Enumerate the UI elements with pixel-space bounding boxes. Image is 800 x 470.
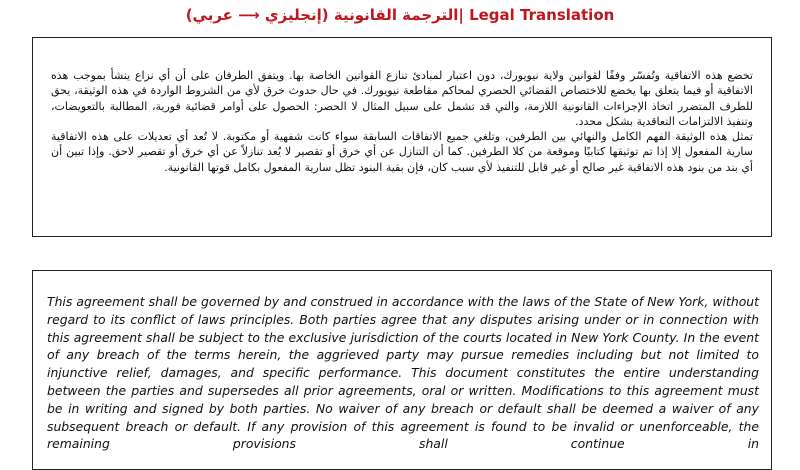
english-paragraph: This agreement shall be governed by and construed in accordance with the laws of the State of New York, without regard to its conflict of laws principles. Both parties agree that any disputes arising under or in connection with this agreement shall be subject to the exclusive jurisdiction of the courts located in New York County. In the event of any breach of the terms herein, the aggrieved party may pursue remedies including but not limited to injunctive relief, damages, and specific performance. This document constitutes the entire understanding between the parties and supersedes all prior agreements, oral or written. Modifications to this agreement must be in writing and signed by both parties. No waiver of any breach or default shall be deemed a waiver of any subsequent breach or default. If any provision of this agreement is found to be invalid or unenforceable, the remaining provisions shall continue in xyxy=(47,294,759,452)
arabic-translation-box xyxy=(32,37,772,237)
english-source-box xyxy=(32,270,772,470)
arabic-paragraph-2: تمثل هذه الوثيقة الفهم الكامل والنهائي بين الطرفين، وتلغي جميع الاتفاقات السابقة سواء كانت شفهية أو مكتوبة. لا تُعد أي تعديلات على هذه الاتفاقية سارية المفعول إلا إذا تم توثيقها كتابيًا وموقعة من كلا الطرفين. كما أن التنازل عن أي خرق أو تقصير لا يُعد تنازلاً عن أي خرق أو تقصير لاحق. وإذا تبين أن أي بند من بنود هذه الاتفاقية غير صالح أو غير قابل للتنفيذ لأي سبب كان، فإن بقية البنود تظل سارية المفعول بكامل قوتها القانونية. xyxy=(51,130,753,174)
page-title: الترجمة القانونية (إنجليزي ⟶ عربي)| Legal Translation xyxy=(185,6,615,24)
arabic-paragraph-1: تخضع هذه الاتفاقية وتُفسّر وفقًا لقوانين ولاية نيويورك، دون اعتبار لمبادئ تنازع القوانين الخاصة بها. ويتفق الطرفان على أن أي نزاع ينشأ بموجب هذه الاتفاقية أو فيما يتعلق بها يخضع للاختصاص القضائي الحصري لمحاكم مقاطعة نيويورك. في حال حدوث خرق لأي من الشروط الواردة في هذه الوثيقة، يحق للطرف المتضرر اتخاذ الإجراءات القانونية اللازمة، والتي قد تشمل على سبيل المثال لا الحصر: الحصول على أوامر قضائية فورية، المطالبة بالتعويضات، وتنفيذ الالتزامات التعاقدية بشكل محدد. xyxy=(51,69,753,128)
